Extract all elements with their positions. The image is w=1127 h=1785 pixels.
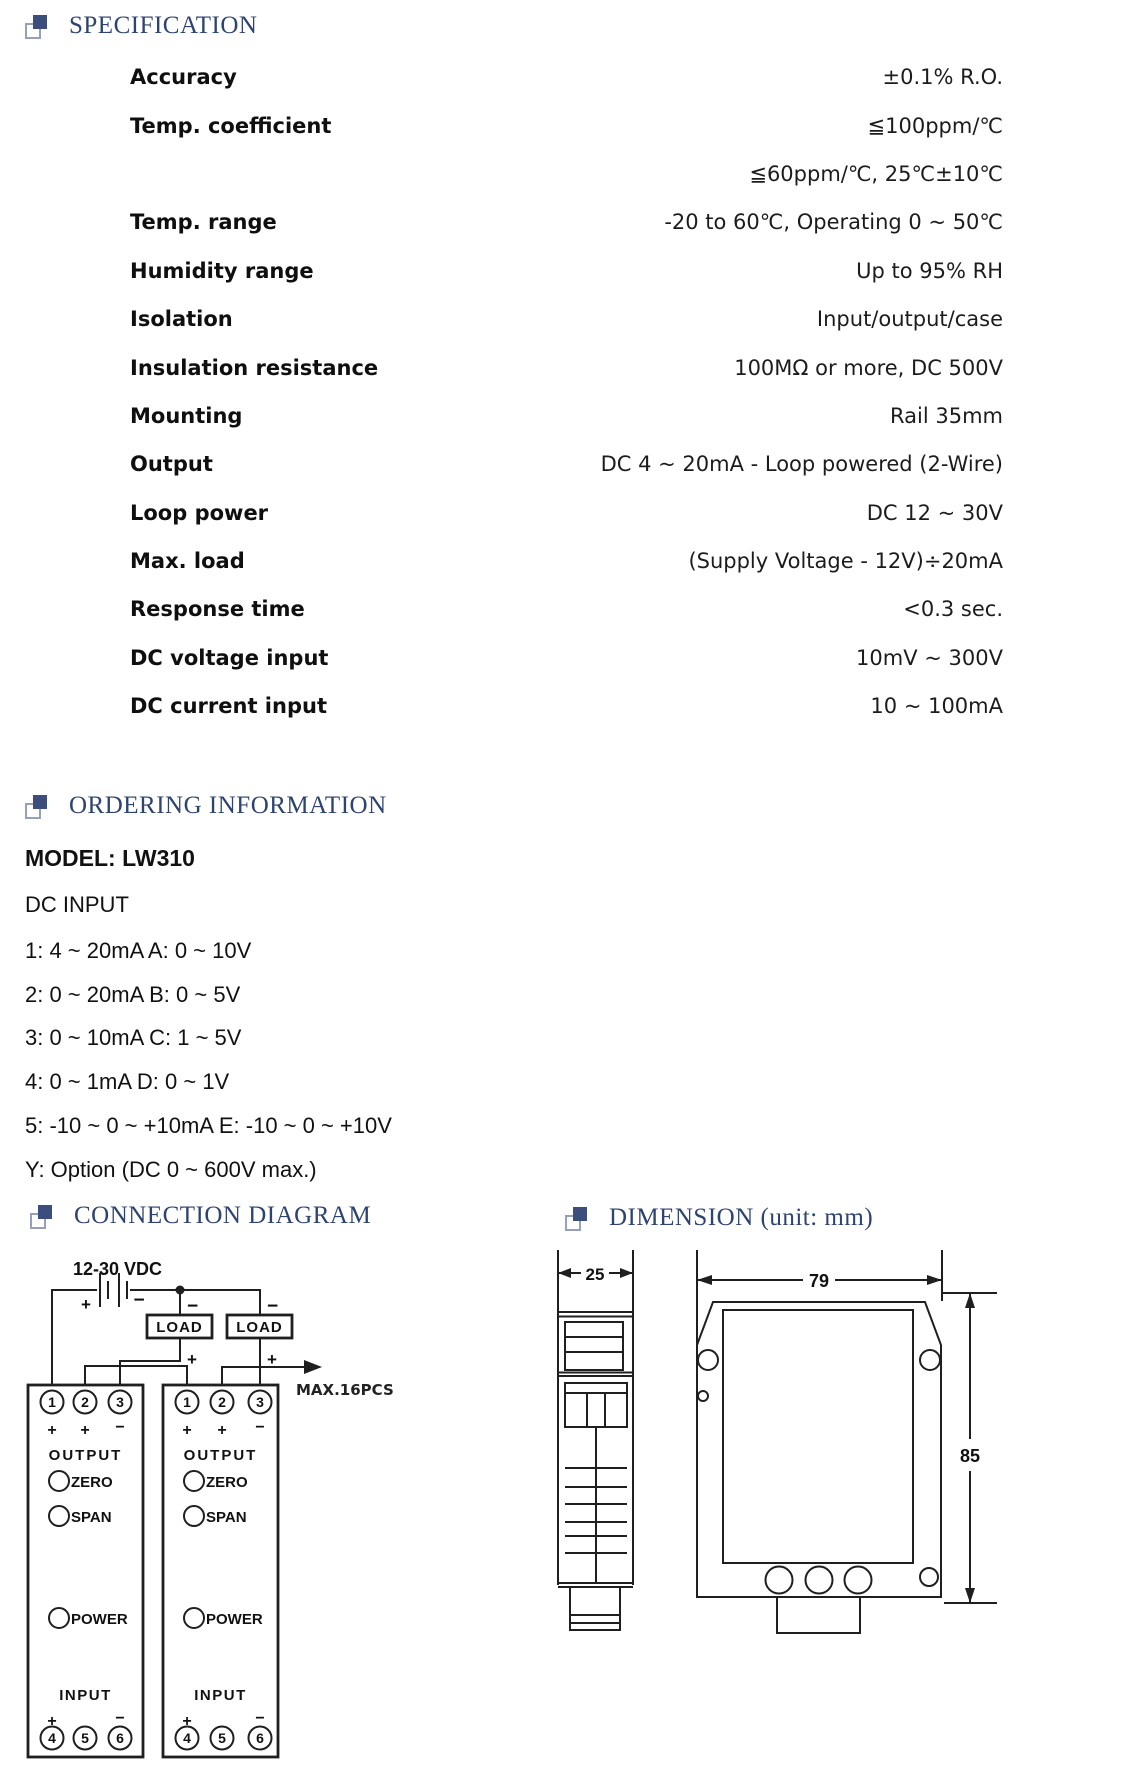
ordering-option: 4: 0 ~ 1mA D: 0 ~ 1V	[25, 1069, 230, 1095]
dim-arrowhead	[620, 1268, 633, 1278]
ordering-option: 3: 0 ~ 10mA C: 1 ~ 5V	[25, 1025, 242, 1051]
dimension-section-header	[565, 1205, 873, 1231]
spec-value: Rail 35mm	[890, 403, 1003, 428]
spec-label: DC voltage input	[130, 645, 329, 670]
spec-value: ±0.1% R.O.	[882, 65, 1003, 90]
specification-table	[130, 53, 1003, 730]
specification-section-header	[25, 13, 257, 39]
terminal-number: 4	[48, 1730, 56, 1746]
spec-value: <0.3 sec.	[903, 597, 1003, 622]
dim-arrowhead	[965, 1293, 975, 1308]
terminal-number: 2	[218, 1394, 226, 1410]
ordering-option: 1: 4 ~ 20mA A: 0 ~ 10V	[25, 937, 252, 963]
section-squares-icon	[30, 1205, 52, 1229]
connection-diagram	[20, 1243, 410, 1773]
spec-row	[130, 198, 1003, 246]
spec-label: Accuracy	[130, 65, 237, 90]
spec-value: 10 ~ 100mA	[870, 694, 1003, 719]
zero-label: ZERO	[71, 1474, 113, 1491]
polarity-minus: −	[115, 1419, 125, 1436]
load-minus-label: −	[187, 1296, 199, 1317]
spec-value: Up to 95% RH	[856, 258, 1003, 283]
battery-plus-label: +	[81, 1295, 91, 1314]
spec-value: (Supply Voltage - 12V)÷20mA	[688, 549, 1003, 574]
dim-arrowhead	[697, 1275, 712, 1285]
spec-label: Output	[130, 452, 213, 477]
spec-value: 10mV ~ 300V	[856, 645, 1003, 670]
power-label: POWER	[206, 1611, 263, 1628]
transmitter-module-right	[163, 1385, 278, 1757]
spec-label: DC current input	[130, 694, 327, 719]
dim-arrowhead	[965, 1588, 975, 1603]
spec-row	[130, 295, 1003, 343]
specification-title: SPECIFICATION	[69, 12, 258, 39]
daisy-chain-arrowhead	[304, 1360, 322, 1374]
connection-title: CONNECTION DIAGRAM	[74, 1202, 372, 1229]
polarity-minus: −	[115, 1710, 125, 1727]
terminal-number: 1	[183, 1394, 191, 1410]
spec-row	[130, 440, 1003, 488]
spec-row	[130, 101, 1003, 149]
span-label: SPAN	[206, 1509, 247, 1526]
spec-value: DC 12 ~ 30V	[866, 500, 1003, 525]
spec-row	[130, 634, 1003, 682]
spec-label: Isolation	[130, 307, 233, 332]
load-label: LOAD	[236, 1319, 283, 1336]
spec-row	[130, 537, 1003, 585]
dim-arrowhead	[558, 1268, 571, 1278]
power-label: POWER	[71, 1611, 128, 1628]
terminal-number: 6	[256, 1730, 264, 1746]
polarity-plus: +	[47, 1422, 57, 1439]
ordering-option: 2: 0 ~ 20mA B: 0 ~ 5V	[25, 981, 241, 1007]
model-number: MODEL: LW310	[25, 845, 195, 871]
section-squares-icon	[25, 795, 47, 819]
spec-row	[130, 150, 1003, 198]
input-label: INPUT	[59, 1687, 112, 1704]
daisy-chain-wire	[222, 1367, 304, 1385]
polarity-minus: −	[255, 1710, 265, 1727]
terminal-number: 6	[116, 1730, 124, 1746]
side-view	[558, 1250, 633, 1630]
spec-value: ≦100ppm/℃	[867, 113, 1003, 138]
load-plus-label: +	[267, 1350, 277, 1369]
terminal-number: 5	[218, 1730, 226, 1746]
spec-row	[130, 53, 1003, 101]
terminal-number: 5	[81, 1730, 89, 1746]
terminal-number: 1	[48, 1394, 56, 1410]
spec-value: Input/output/case	[816, 307, 1003, 332]
front-view	[697, 1250, 997, 1633]
spec-value: ≦60ppm/℃, 25℃±10℃	[749, 161, 1003, 186]
polarity-plus: +	[182, 1422, 192, 1439]
polarity-plus: +	[47, 1713, 57, 1730]
terminal-number: 2	[81, 1394, 89, 1410]
spec-value: -20 to 60℃, Operating 0 ~ 50℃	[664, 210, 1003, 235]
connection-section-header	[30, 1203, 371, 1229]
supply-voltage-label: 12-30 VDC	[73, 1259, 163, 1279]
dimension-drawing	[495, 1243, 1055, 1653]
section-squares-icon	[565, 1207, 587, 1231]
polarity-plus: +	[217, 1422, 227, 1439]
spec-label: Humidity range	[130, 258, 314, 283]
spec-label: Insulation resistance	[130, 355, 379, 380]
spec-row	[130, 392, 1003, 440]
load-minus-label: −	[267, 1296, 279, 1317]
polarity-plus: +	[80, 1422, 90, 1439]
terminal-number: 3	[116, 1394, 124, 1410]
spec-row	[130, 247, 1003, 295]
ordering-section-header	[25, 793, 387, 819]
terminal-number: 3	[256, 1394, 264, 1410]
zero-label: ZERO	[206, 1474, 248, 1491]
dimension-title: DIMENSION (unit: mm)	[609, 1204, 874, 1231]
load-label: LOAD	[156, 1319, 203, 1336]
front-width-value: 79	[808, 1271, 830, 1291]
input-type-label: DC INPUT	[25, 892, 129, 917]
spec-value: DC 4 ~ 20mA - Loop powered (2-Wire)	[600, 452, 1003, 477]
polarity-plus: +	[182, 1713, 192, 1730]
spec-label: Loop power	[130, 500, 269, 525]
front-height-value: 85	[959, 1446, 981, 1466]
ordering-option: 5: -10 ~ 0 ~ +10mA E: -10 ~ 0 ~ +10V	[25, 1113, 392, 1139]
output-label: OUTPUT	[183, 1447, 258, 1464]
section-squares-icon	[25, 15, 47, 39]
spec-row	[130, 489, 1003, 537]
load1-return-wire	[120, 1338, 180, 1385]
spec-label: Max. load	[130, 549, 245, 574]
spec-row	[130, 585, 1003, 633]
spec-label: Mounting	[130, 403, 243, 428]
terminal-number: 4	[183, 1730, 191, 1746]
spec-label: Temp. range	[130, 210, 277, 235]
span-label: SPAN	[71, 1509, 112, 1526]
module-link-wire	[85, 1366, 187, 1385]
max-units-note: MAX.16PCS	[296, 1381, 394, 1399]
spec-label: Temp. coefficient	[130, 113, 332, 138]
battery-minus-label: −	[133, 1290, 145, 1311]
spec-row	[130, 343, 1003, 391]
side-width-value: 25	[585, 1265, 605, 1284]
spec-label: Response time	[130, 597, 305, 622]
output-label: OUTPUT	[48, 1447, 123, 1464]
ordering-title: ORDERING INFORMATION	[69, 792, 387, 819]
transmitter-module-left	[28, 1385, 143, 1757]
load-plus-label: +	[187, 1350, 197, 1369]
ordering-option: Y: Option (DC 0 ~ 600V max.)	[25, 1156, 317, 1182]
dim-arrowhead	[927, 1275, 942, 1285]
spec-value: 100MΩ or more, DC 500V	[734, 355, 1003, 380]
polarity-minus: −	[255, 1419, 265, 1436]
spec-row	[130, 682, 1003, 730]
input-label: INPUT	[194, 1687, 247, 1704]
ordering-options-list	[25, 929, 392, 1192]
